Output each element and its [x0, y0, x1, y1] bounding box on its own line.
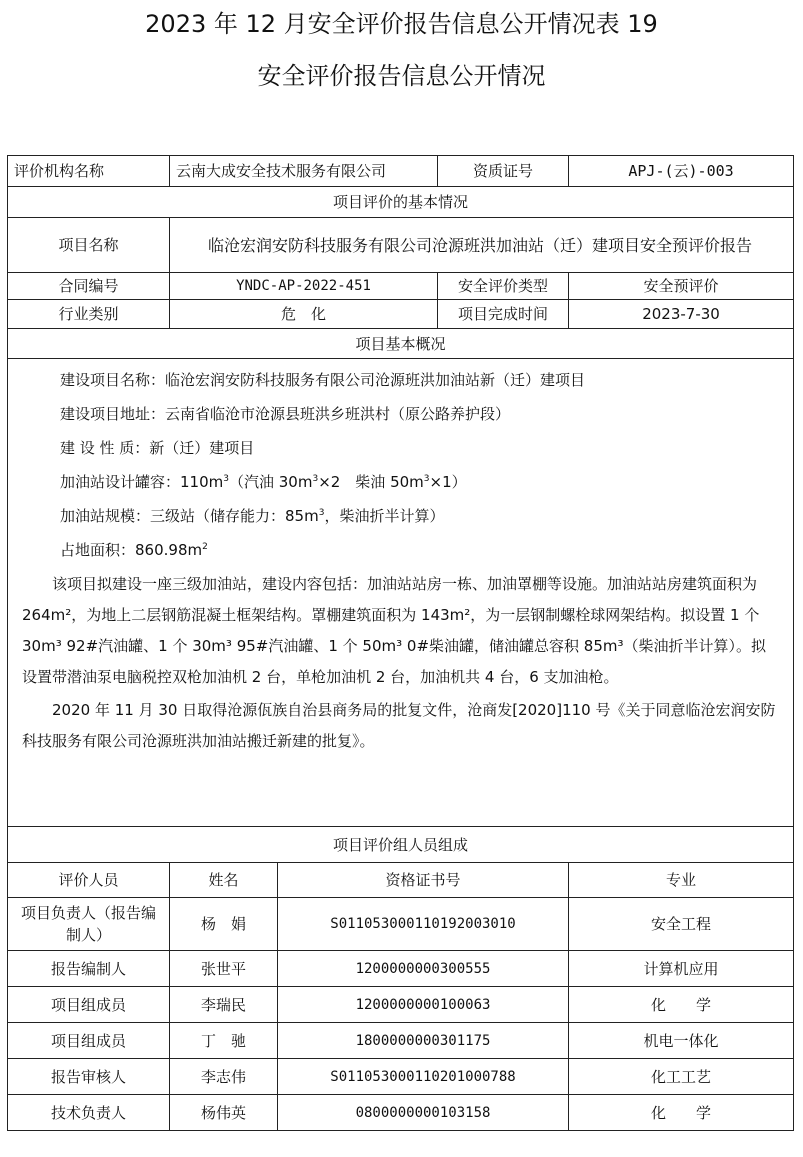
- team-role: 报告编制人: [8, 951, 170, 987]
- overview-line: 建设项目地址：云南省临沧市沧源县班洪乡班洪村（原公路养护段）: [60, 405, 511, 423]
- team-major: 安全工程: [569, 898, 794, 951]
- approval-paragraph: 2020 年 11 月 30 日取得沧源佤族自治县商务局的批复文件，沧商发[2020]110 号《关于同意临沧宏润安防科技服务有限公司沧源班洪加油站搬迁新建的批复》。: [22, 701, 776, 750]
- team-role: 项目负责人（报告编制人）: [8, 898, 170, 951]
- document-title: 2023 年 12 月安全评价报告信息公开情况表 19: [145, 10, 658, 38]
- team-cert: 1200000000100063: [278, 987, 569, 1023]
- project-name-row: [8, 218, 794, 273]
- contract-value: YNDC-AP-2022-451: [170, 273, 438, 300]
- team-header: 资格证书号: [278, 863, 569, 898]
- team-role: 技术负责人: [8, 1095, 170, 1131]
- team-name: 丁 驰: [170, 1023, 278, 1059]
- team-row: [8, 1059, 794, 1095]
- team-major: 化工工艺: [569, 1059, 794, 1095]
- team-role: 报告审核人: [8, 1059, 170, 1095]
- team-cert: 0800000000103158: [278, 1095, 569, 1131]
- team-cert: 1800000000301175: [278, 1023, 569, 1059]
- agency-value: 云南大成安全技术服务有限公司: [170, 156, 438, 187]
- team-name: 杨伟英: [170, 1095, 278, 1131]
- team-major: 化 学: [569, 987, 794, 1023]
- team-row: [8, 987, 794, 1023]
- industry-value: 危 化: [170, 300, 438, 329]
- cert-label: 资质证号: [438, 156, 569, 187]
- team-name: 杨 娟: [170, 898, 278, 951]
- team-name: 李瑞民: [170, 987, 278, 1023]
- land-area-line: 占地面积：$860.98m^2$: [60, 541, 208, 559]
- team-name: 张世平: [170, 951, 278, 987]
- team-header-row: [8, 863, 794, 898]
- team-major: 化 学: [569, 1095, 794, 1131]
- team-header: 专业: [569, 863, 794, 898]
- eval-type-label: 安全评价类型: [438, 273, 569, 300]
- station-scale-line: 加油站规模：三级站（储存能力：$85m^3$，柴油折半计算）: [60, 507, 445, 525]
- overview-line: 建 设 性 质：新（迁）建项目: [60, 439, 255, 457]
- team-cert: 1200000000300555: [278, 951, 569, 987]
- document-subtitle: 安全评价报告信息公开情况: [257, 62, 546, 90]
- industry-row: [8, 300, 794, 329]
- project-name-value: 临沧宏润安防科技服务有限公司沧源班洪加油站（迁）建项目安全预评价报告: [170, 218, 794, 273]
- agency-label: 评价机构名称: [8, 156, 170, 187]
- tank-capacity-line: 加油站设计罐容：$110m^3$（汽油 $30m^3\times 2$ 柴油 $50m^3\times 1$）: [60, 473, 467, 491]
- team-row: [8, 898, 794, 951]
- team-row: [8, 1095, 794, 1131]
- team-cert: S011053000110201000788: [278, 1059, 569, 1095]
- completion-label: 项目完成时间: [438, 300, 569, 329]
- cert-value: APJ-(云)-003: [569, 156, 794, 187]
- overview-line: 建设项目名称：临沧宏润安防科技服务有限公司沧源班洪加油站新（迁）建项目: [60, 371, 586, 389]
- team-name: 李志伟: [170, 1059, 278, 1095]
- team-section-heading: 项目评价组人员组成: [8, 827, 794, 863]
- contract-label: 合同编号: [8, 273, 170, 300]
- team-cert: S011053000110192003010: [278, 898, 569, 951]
- team-row: [8, 1023, 794, 1059]
- disclosure-table: [7, 155, 794, 1131]
- agency-row: [8, 156, 794, 187]
- contract-row: [8, 273, 794, 300]
- completion-value: 2023-7-30: [569, 300, 794, 329]
- team-header: 评价人员: [8, 863, 170, 898]
- overview-content: [8, 359, 794, 827]
- team-role: 项目组成员: [8, 987, 170, 1023]
- project-description-paragraph: 该项目拟建设一座三级加油站，建设内容包括：加油站站房一栋、加油罩棚等设施。加油站站房建筑面积为 264m²，为地上二层钢筋混凝土框架结构。罩棚建筑面积为 143m²，为一层钢制螺栓球网架结构。拟设置 1 个 30m³ 92#汽油罐、1 个 30m³ 95#汽油罐、1 个 50m³ 0#柴油罐，储油罐总容积 85m³（柴油折半计算）。拟设置带潜油泵电脑税控双枪加油机 2 台，单枪加油机 2 台，加油机共 4 台，6 支加油枪。: [22, 575, 767, 686]
- team-role: 项目组成员: [8, 1023, 170, 1059]
- team-major: 计算机应用: [569, 951, 794, 987]
- project-name-label: 项目名称: [8, 218, 170, 273]
- team-major: 机电一体化: [569, 1023, 794, 1059]
- overview-section-heading: 项目基本概况: [8, 329, 794, 359]
- overview-row: [8, 359, 794, 827]
- basic-section-heading: 项目评价的基本情况: [8, 187, 794, 218]
- team-row: [8, 951, 794, 987]
- industry-label: 行业类别: [8, 300, 170, 329]
- team-header: 姓名: [170, 863, 278, 898]
- eval-type-value: 安全预评价: [569, 273, 794, 300]
